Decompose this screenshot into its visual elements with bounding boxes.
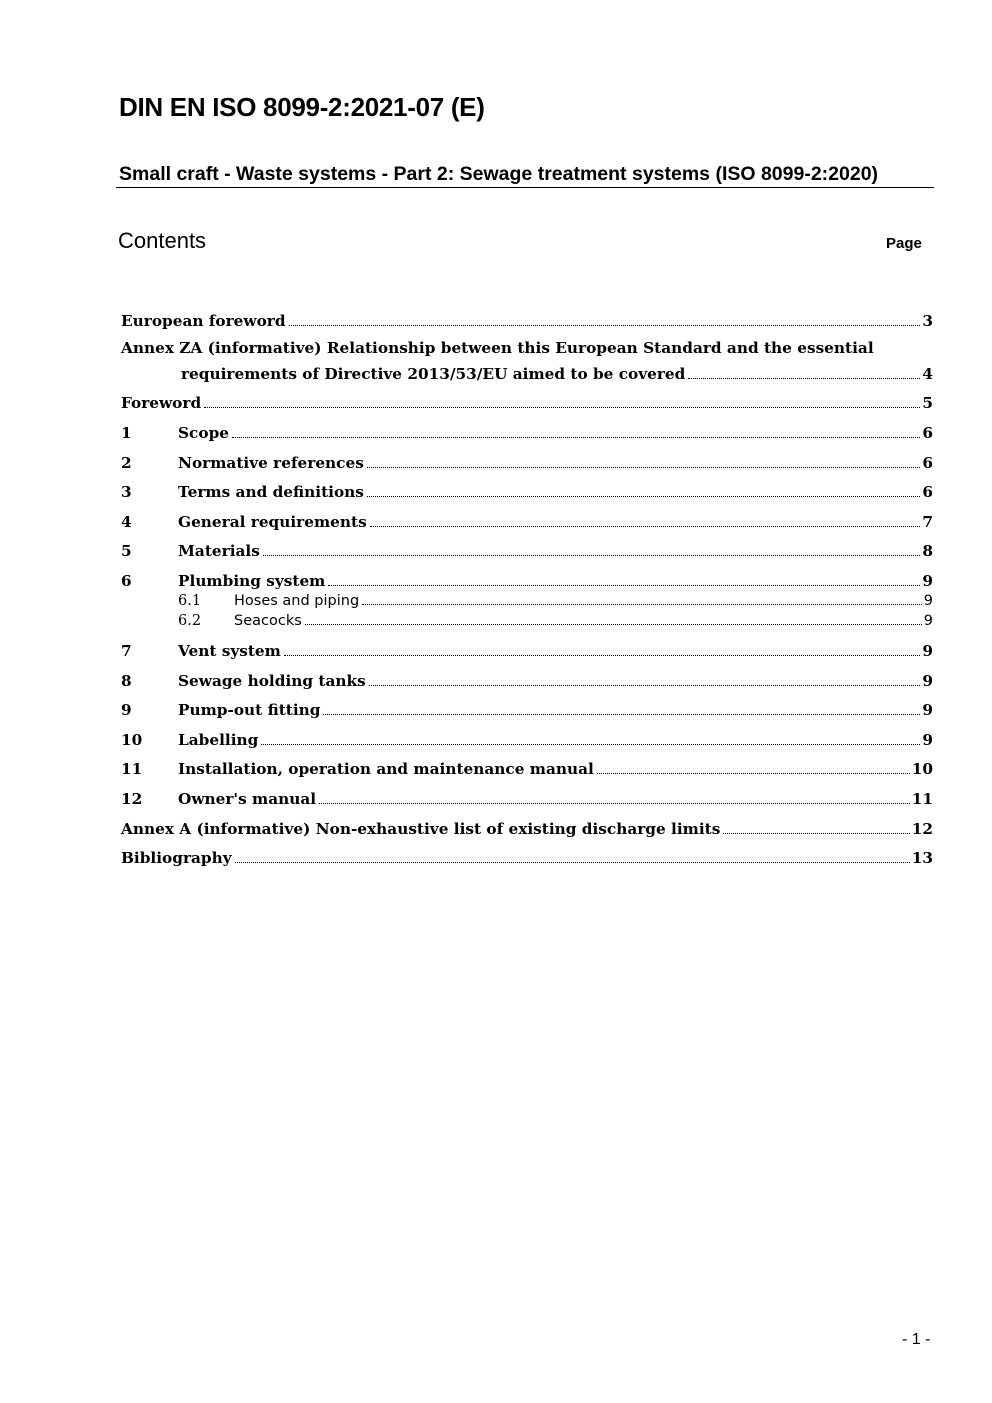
toc-entry-page: 4 <box>922 365 933 383</box>
toc-entry-annex-a[interactable] <box>121 816 933 838</box>
toc-entry-5[interactable] <box>121 538 933 560</box>
toc-entry-title: Vent system <box>178 642 281 660</box>
toc-entry-9[interactable] <box>121 697 933 719</box>
toc-leader-dots <box>723 833 909 834</box>
toc-entry-title: Foreword <box>121 394 202 412</box>
toc-leader-dots <box>597 773 910 774</box>
toc-entry-3[interactable] <box>121 479 933 501</box>
toc-entry-foreword[interactable] <box>121 390 933 412</box>
toc-entry-number: 2 <box>121 454 132 472</box>
toc-leader-dots <box>328 585 920 586</box>
toc-leader-dots <box>289 325 921 326</box>
toc-entry-6-1[interactable] <box>121 589 933 609</box>
toc-entry-page: 9 <box>922 572 933 590</box>
toc-entry-number: 6.1 <box>178 593 202 609</box>
toc-entry-title: Owner's manual <box>178 790 317 808</box>
toc-entry-title: Bibliography <box>121 849 232 867</box>
toc-leader-dots <box>367 496 920 497</box>
toc-entry-title: Annex A (informative) Non-exhaustive list of existing discharge limits <box>121 820 721 838</box>
toc-leader-dots <box>261 744 920 745</box>
toc-entry-page: 5 <box>922 394 933 412</box>
toc-entry-page: 7 <box>922 513 933 531</box>
toc-entry-page: 6 <box>922 454 933 472</box>
toc-leader-dots <box>367 467 921 468</box>
toc-leader-dots <box>235 862 910 863</box>
contents-heading: Contents <box>118 228 207 253</box>
toc-entry-11[interactable] <box>121 756 933 778</box>
toc-entry-bibliography[interactable] <box>121 845 933 867</box>
toc-leader-dots <box>284 655 921 656</box>
toc-entry-title: Labelling <box>178 731 259 749</box>
toc-entry-title: Plumbing system <box>178 572 326 590</box>
toc-entry-page: 9 <box>922 731 933 749</box>
toc-leader-dots <box>323 714 920 715</box>
toc-entry-number: 4 <box>121 513 132 531</box>
toc-entry-title: Terms and definitions <box>178 483 364 501</box>
toc-entry-number: 9 <box>121 701 132 719</box>
toc-entry-number: 1 <box>121 424 132 442</box>
toc-entry-1[interactable] <box>121 420 933 442</box>
document-subtitle: Small craft - Waste systems - Part 2: Sewage treatment systems (ISO 8099-2:2020) <box>116 163 934 188</box>
toc-leader-dots <box>319 803 910 804</box>
toc-entry-title: Hoses and piping <box>234 593 360 609</box>
toc-entry-page: 9 <box>922 642 933 660</box>
toc-entry-title: Annex ZA (informative) Relationship between this European Standard and the essential <box>121 339 874 357</box>
page-column-label: Page <box>886 235 922 252</box>
toc-entry-title: Seacocks <box>234 613 302 629</box>
toc-leader-dots <box>232 437 920 438</box>
toc-entry-6[interactable] <box>121 568 933 590</box>
toc-entry-page: 8 <box>922 542 933 560</box>
toc-entry-title: Materials <box>178 542 260 560</box>
toc-leader-dots <box>688 378 920 379</box>
toc-leader-dots <box>204 407 920 408</box>
toc-entry-number: 6.2 <box>178 613 202 629</box>
toc-entry-page: 10 <box>911 760 933 778</box>
toc-entry-number: 5 <box>121 542 132 560</box>
toc-leader-dots <box>305 624 922 625</box>
toc-entry-10[interactable] <box>121 727 933 749</box>
toc-entry-page: 9 <box>923 613 933 629</box>
toc-entry-number: 8 <box>121 672 132 690</box>
toc-entry-8[interactable] <box>121 668 933 690</box>
toc-entry-number: 7 <box>121 642 132 660</box>
toc-entry-number: 6 <box>121 572 132 590</box>
toc-entry-title: Installation, operation and maintenance manual <box>178 760 594 778</box>
toc-entry-title-continued: requirements of Directive 2013/53/EU aimed to be covered <box>181 365 686 383</box>
toc-entry-title: Normative references <box>178 454 364 472</box>
toc-entry-number: 10 <box>121 731 143 749</box>
toc-entry-number: 12 <box>121 790 143 808</box>
toc-leader-dots <box>370 526 921 527</box>
toc-entry-title: European foreword <box>121 312 286 330</box>
toc-entry-page: 3 <box>922 312 933 330</box>
toc-entry-page: 9 <box>922 701 933 719</box>
toc-leader-dots <box>263 555 920 556</box>
toc-entry-page: 9 <box>922 672 933 690</box>
toc-entry-european-foreword[interactable] <box>121 308 933 330</box>
toc-entry-page: 6 <box>922 483 933 501</box>
toc-entry-7[interactable] <box>121 638 933 660</box>
toc-entry-title: Pump-out fitting <box>178 701 321 719</box>
toc-entry-title: Scope <box>178 424 229 442</box>
toc-entry-page: 6 <box>922 424 933 442</box>
toc-entry-2[interactable] <box>121 450 933 472</box>
toc-leader-dots <box>362 604 922 605</box>
toc-entry-annex-za[interactable] <box>121 339 933 383</box>
toc-entry-4[interactable] <box>121 509 933 531</box>
page-number: - 1 - <box>902 1331 931 1348</box>
document-id: DIN EN ISO 8099-2:2021-07 (E) <box>119 92 485 122</box>
toc-entry-title: General requirements <box>178 513 367 531</box>
toc-entry-6-2[interactable] <box>121 609 933 629</box>
toc-leader-dots <box>369 685 921 686</box>
toc-entry-12[interactable] <box>121 786 933 808</box>
toc-entry-page: 13 <box>911 849 933 867</box>
toc-entry-title: Sewage holding tanks <box>178 672 366 690</box>
toc-entry-page: 11 <box>911 790 933 808</box>
toc-entry-page: 9 <box>923 593 933 609</box>
toc-entry-number: 3 <box>121 483 132 501</box>
toc-entry-page: 12 <box>911 820 933 838</box>
toc-entry-number: 11 <box>121 760 143 778</box>
